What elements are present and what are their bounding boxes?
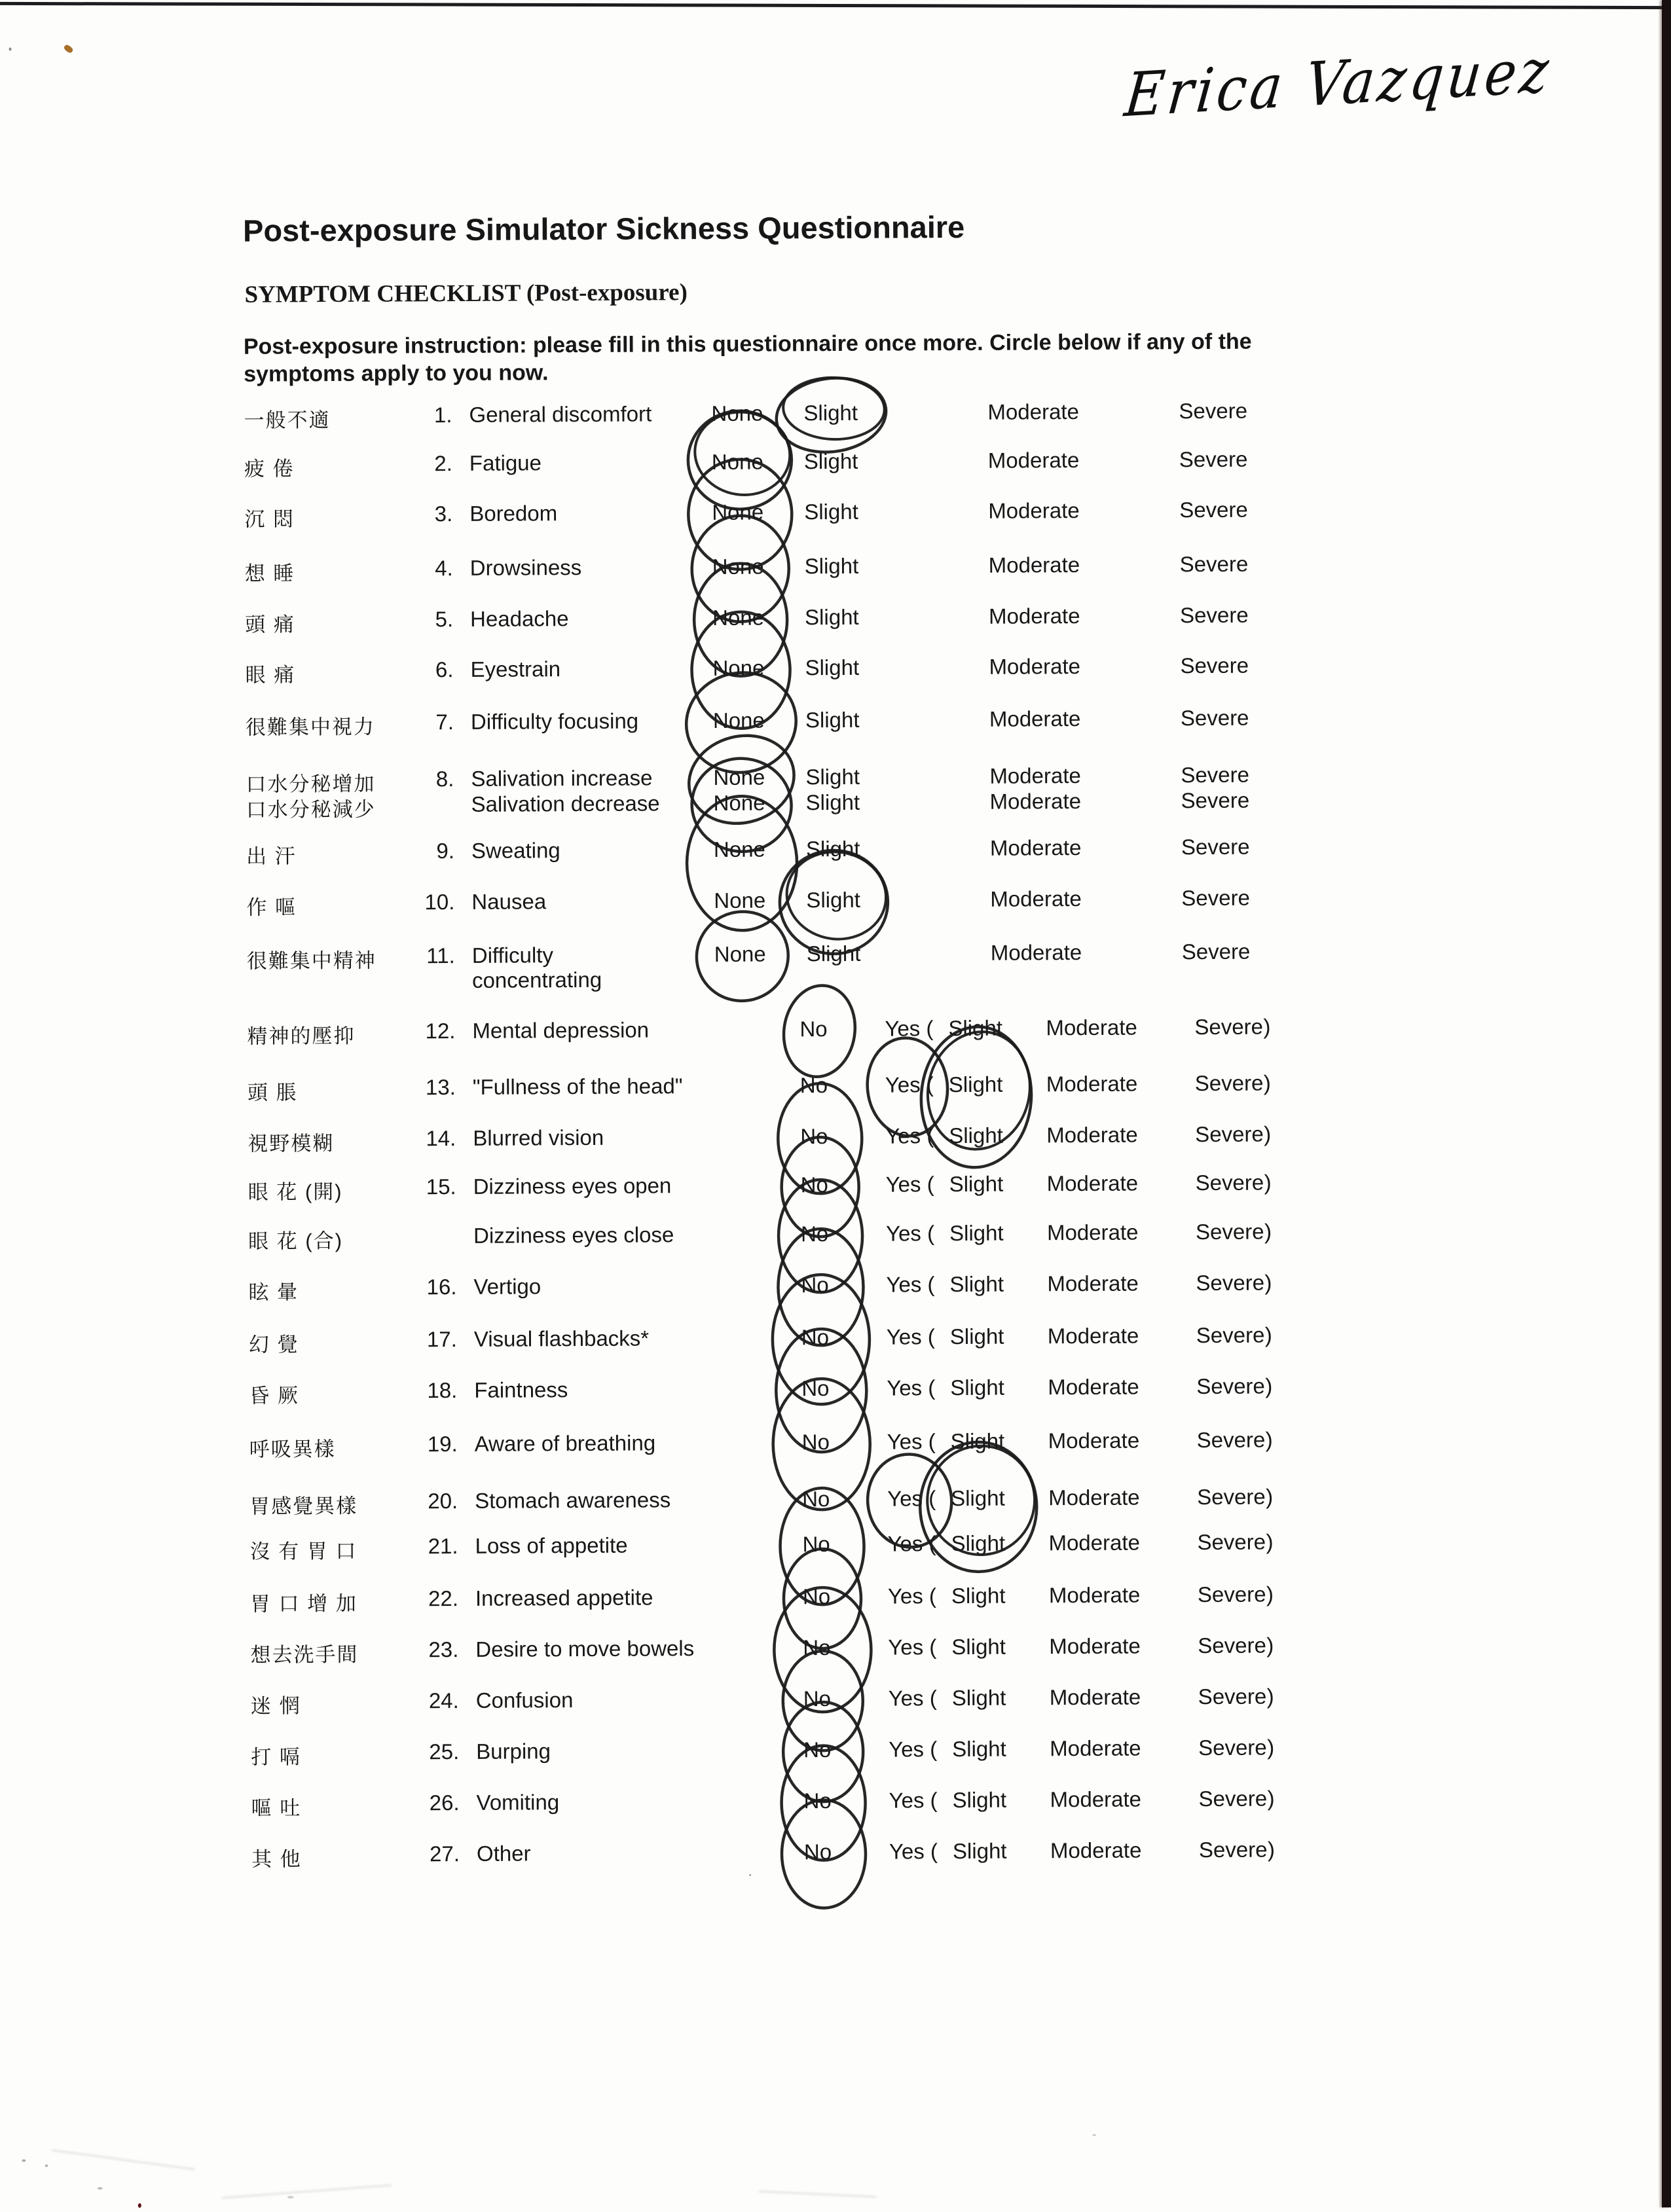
scale-option-severe: Severe <box>1195 1219 1264 1244</box>
scale-option-no: No <box>802 1487 830 1512</box>
symptom-row <box>1 1168 1671 1204</box>
scale-option-slight: Slight <box>951 1485 1005 1511</box>
paper-speck <box>9 48 12 51</box>
scale-option-yes: Yes <box>885 1016 921 1041</box>
open-paren: ( <box>930 1737 938 1762</box>
symptom-label: Headache <box>470 606 569 631</box>
scale-option-yes: Yes <box>889 1737 925 1762</box>
symptom-label: Visual flashbacks* <box>473 1326 650 1351</box>
symptom-label: Nausea <box>471 889 547 914</box>
symptom-row <box>3 1682 1671 1718</box>
scale-option-moderate: Moderate <box>989 604 1080 628</box>
chinese-label: 口水分秘減少 <box>246 797 376 822</box>
handwritten-name: Erica Vazquez <box>1122 36 1555 131</box>
scale-option-none: None <box>714 941 766 966</box>
scale-option-no: No <box>801 1376 830 1401</box>
open-paren: ( <box>928 1584 937 1608</box>
scale-option-yes: Yes <box>887 1429 923 1454</box>
chinese-label: 想去洗手間 <box>250 1642 359 1667</box>
scale-option-severe: Severe <box>1179 398 1248 424</box>
scale-option-moderate: Moderate <box>1050 1735 1141 1761</box>
paper-speck <box>287 2196 294 2198</box>
close-paren: ) <box>1265 1427 1273 1452</box>
paper-speck <box>1092 2134 1096 2136</box>
scale-option-severe: Severe <box>1198 1735 1267 1760</box>
paper-speck <box>45 2164 48 2167</box>
symptom-row <box>2 1527 1671 1563</box>
item-number: 18. <box>427 1378 458 1403</box>
scale-option-moderate: Moderate <box>1048 1428 1140 1453</box>
item-number: 1. <box>433 403 452 427</box>
scale-option-moderate: Moderate <box>987 448 1080 473</box>
chinese-label: 幻 覺 <box>248 1333 299 1356</box>
symptom-row <box>0 760 1669 796</box>
scale-option-none: None <box>711 401 763 426</box>
symptom-label: Salivation increase <box>471 765 653 791</box>
symptom-row <box>4 1835 1671 1871</box>
symptom-row <box>0 703 1669 739</box>
scale-option-slight: Slight <box>951 1531 1006 1556</box>
chinese-label: 眼 痛 <box>245 663 296 687</box>
open-paren: ( <box>928 1375 936 1400</box>
symptom-label: Vomiting <box>476 1790 560 1815</box>
scale-option-moderate: Moderate <box>990 886 1082 911</box>
chinese-label: 沒 有 胃 口 <box>249 1539 358 1563</box>
scale-option-moderate: Moderate <box>989 654 1081 679</box>
paper-speck <box>98 2187 103 2190</box>
item-number: 22. <box>428 1586 459 1611</box>
scale-option-none: None <box>712 605 765 630</box>
symptom-label: Drowsiness <box>469 555 582 580</box>
open-paren: ( <box>927 1272 935 1297</box>
scale-option-yes: Yes <box>887 1375 923 1400</box>
scale-option-moderate: Moderate <box>1050 1786 1142 1812</box>
symptom-label: Blurred vision <box>473 1125 604 1150</box>
scale-option-none: None <box>711 449 763 474</box>
scale-option-severe: Severe <box>1196 1373 1265 1399</box>
scale-option-none: None <box>714 888 766 913</box>
scan-smudge <box>759 2190 877 2198</box>
scale-option-severe: Severe <box>1179 551 1249 577</box>
open-paren: ( <box>930 1839 938 1864</box>
chinese-label: 呼吸異樣 <box>249 1438 336 1461</box>
chinese-label: 眩 暈 <box>248 1280 299 1304</box>
scale-option-severe: Severe <box>1195 1170 1264 1195</box>
item-number: 9. <box>436 839 455 863</box>
symptom-row <box>0 495 1668 531</box>
scale-option-moderate: Moderate <box>1046 1170 1139 1196</box>
close-paren: ) <box>1266 1684 1274 1709</box>
scale-option-yes: Yes <box>885 1072 921 1097</box>
scan-smudge <box>222 2185 392 2199</box>
symptom-label: Eyestrain <box>470 657 561 681</box>
scale-option-severe: Severe <box>1194 1014 1264 1040</box>
symptom-row <box>0 1068 1671 1104</box>
scale-option-severe: Severe <box>1197 1484 1266 1510</box>
open-paren: ( <box>927 1123 934 1148</box>
chinese-label: 頭 痛 <box>245 613 295 636</box>
scale-option-severe: Severe <box>1198 1684 1267 1709</box>
symptom-row <box>1 1371 1671 1407</box>
chinese-label: 迷 惘 <box>250 1694 301 1718</box>
scale-option-slight: Slight <box>951 1685 1006 1711</box>
scale-option-moderate: Moderate <box>989 706 1081 731</box>
scale-option-moderate: Moderate <box>1047 1271 1139 1296</box>
open-paren: ( <box>929 1686 937 1711</box>
symptom-checklist-heading: SYMPTOM CHECKLIST (Post-exposure) <box>244 279 688 308</box>
scale-option-moderate: Moderate <box>1046 1071 1138 1097</box>
symptom-row <box>1 1217 1671 1253</box>
scale-option-slight: Slight <box>949 1123 1003 1148</box>
symptom-row <box>0 937 1670 992</box>
scale-option-severe: Severe <box>1181 885 1251 911</box>
item-number: 26. <box>429 1790 460 1815</box>
scale-option-none: None <box>712 499 764 524</box>
scale-option-moderate: Moderate <box>1048 1485 1140 1510</box>
open-paren: ( <box>928 1486 936 1511</box>
scale-option-severe: Severe <box>1180 705 1249 731</box>
open-paren: ( <box>927 1324 935 1349</box>
open-paren: ( <box>926 1016 934 1041</box>
item-number: 24. <box>428 1688 459 1713</box>
scale-option-slight: Slight <box>805 707 860 733</box>
scale-option-moderate: Moderate <box>1048 1374 1139 1400</box>
scale-option-no: No <box>803 1686 832 1711</box>
scale-option-no: No <box>802 1532 830 1557</box>
scale-option-severe: Severe <box>1180 602 1249 628</box>
scale-option-yes: Yes <box>887 1584 923 1608</box>
scale-option-severe: Severe <box>1197 1529 1266 1555</box>
scale-option-yes: Yes <box>886 1272 922 1297</box>
scale-option-no: No <box>802 1584 831 1609</box>
scale-option-severe: Severe <box>1198 1786 1268 1811</box>
scale-option-moderate: Moderate <box>1050 1838 1142 1863</box>
symptom-label: Boredom <box>469 501 558 526</box>
symptom-row <box>1 1268 1671 1304</box>
open-paren: ( <box>926 1072 934 1097</box>
symptom-row <box>2 1482 1671 1518</box>
symptom-label: Stomach awareness <box>475 1487 671 1513</box>
item-number: 11. <box>426 943 455 968</box>
scale-option-slight: Slight <box>805 604 859 630</box>
chinese-label: 出 汗 <box>246 844 297 868</box>
scale-option-slight: Slight <box>950 1375 1004 1400</box>
scale-option-severe: Severe <box>1181 939 1251 964</box>
symptom-row <box>0 396 1667 432</box>
chinese-label: 眼 花 (開) <box>248 1180 343 1204</box>
scale-option-yes: Yes <box>889 1788 925 1813</box>
scale-option-moderate: Moderate <box>1047 1323 1139 1349</box>
scale-option-severe: Severe <box>1197 1582 1266 1607</box>
chinese-label: 胃 口 增 加 <box>249 1591 358 1616</box>
scale-option-slight: Slight <box>949 1171 1004 1197</box>
symptom-label: "Fullness of the head" <box>472 1074 683 1099</box>
close-paren: ) <box>1267 1735 1275 1760</box>
scale-option-yes: Yes <box>886 1324 922 1349</box>
scale-option-severe: Severe <box>1181 834 1250 860</box>
instruction-text: Post-exposure instruction: please fill in this questionnaire once more. Circle below if any of the symptoms apply to you now. <box>243 329 1252 387</box>
chinese-label: 想 睡 <box>244 562 295 585</box>
symptom-row <box>0 883 1670 919</box>
item-number: 21. <box>428 1534 458 1559</box>
item-number: 6. <box>435 657 454 682</box>
symptom-label: Aware of breathing <box>474 1430 656 1456</box>
chinese-label: 頭 脹 <box>247 1081 298 1104</box>
scale-option-none: None <box>712 554 764 579</box>
chinese-label: 眼 花 (合) <box>248 1229 344 1253</box>
scale-option-moderate: Moderate <box>1049 1633 1141 1659</box>
scale-option-severe: Severe <box>1196 1322 1265 1348</box>
symptom-label: Confusion <box>475 1688 574 1713</box>
close-paren: ) <box>1264 1270 1272 1295</box>
paper-speck <box>22 2159 26 2162</box>
scale-option-slight: Slight <box>803 448 858 474</box>
symptom-label: Difficulty <box>471 943 553 968</box>
scale-option-yes: Yes <box>885 1172 921 1197</box>
chinese-label: 昏 厥 <box>249 1384 300 1407</box>
scale-option-slight: Slight <box>949 1324 1004 1349</box>
symptom-label: Faintness <box>474 1377 568 1402</box>
item-number: 12. <box>425 1019 456 1043</box>
scale-option-severe: Severe <box>1180 653 1249 678</box>
close-paren: ) <box>1263 1070 1271 1095</box>
symptom-row <box>2 1425 1671 1461</box>
scale-option-no: No <box>801 1273 829 1297</box>
item-number: 27. <box>430 1841 460 1866</box>
item-number: 19. <box>427 1432 458 1457</box>
open-paren: ( <box>928 1531 936 1556</box>
scale-option-slight: Slight <box>804 553 859 579</box>
symptom-label: Dizziness eyes close <box>473 1222 674 1248</box>
scale-option-no: No <box>800 1172 828 1197</box>
scale-option-moderate: Moderate <box>1046 1122 1138 1148</box>
chinese-label: 沉 悶 <box>244 507 295 531</box>
item-number: 2. <box>434 451 452 476</box>
scale-option-slight: Slight <box>805 655 860 680</box>
scale-option-none: None <box>713 765 765 789</box>
scale-option-severe: Severe <box>1195 1121 1264 1147</box>
scale-option-yes: Yes <box>888 1635 924 1659</box>
scale-option-moderate: Moderate <box>989 763 1081 788</box>
item-number: 10. <box>424 890 455 915</box>
close-paren: ) <box>1266 1633 1274 1658</box>
symptom-label: Increased appetite <box>475 1585 653 1610</box>
symptom-row <box>0 651 1668 687</box>
page-title: Post-exposure Simulator Sickness Questionnaire <box>242 209 965 248</box>
scale-option-slight: Slight <box>951 1583 1006 1608</box>
close-paren: ) <box>1266 1484 1274 1509</box>
scale-option-severe: Severe <box>1179 446 1248 472</box>
scale-option-slight: Slight <box>805 836 860 861</box>
scale-option-slight: Slight <box>951 1634 1006 1659</box>
scale-option-severe: Severe <box>1196 1427 1266 1453</box>
scale-option-severe: Severe <box>1181 788 1250 813</box>
symptom-row <box>0 549 1668 585</box>
paper-speck <box>749 1874 751 1876</box>
item-number: 3. <box>434 501 453 526</box>
scale-option-slight: Slight <box>952 1838 1007 1864</box>
scale-option-slight: Slight <box>804 499 858 524</box>
close-paren: ) <box>1264 1219 1272 1244</box>
open-paren: ( <box>929 1635 937 1659</box>
scale-option-moderate: Moderate <box>989 835 1082 860</box>
item-number: 8. <box>435 767 454 791</box>
close-paren: ) <box>1265 1373 1273 1398</box>
symptom-label: Loss of appetite <box>475 1532 628 1558</box>
scale-option-slight: Slight <box>805 789 860 815</box>
close-paren: ) <box>1264 1121 1272 1146</box>
item-number: 5. <box>435 607 454 632</box>
symptom-label: Desire to move bowels <box>475 1636 695 1661</box>
scale-option-severe: Severe <box>1181 762 1250 788</box>
scale-option-no: No <box>803 1840 832 1864</box>
scale-option-moderate: Moderate <box>1046 1015 1137 1040</box>
symptom-row <box>0 1119 1671 1155</box>
chinese-label: 視野模糊 <box>248 1132 335 1155</box>
item-number: 4. <box>435 556 453 581</box>
scale-option-moderate: Moderate <box>1048 1530 1141 1555</box>
scale-option-yes: Yes <box>887 1486 923 1511</box>
scale-option-slight: Slight <box>805 764 860 789</box>
open-paren: ( <box>928 1429 936 1454</box>
symptom-label-line2: concentrating <box>471 967 602 992</box>
close-paren: ) <box>1264 1322 1272 1347</box>
chinese-label: 一般不適 <box>244 408 331 432</box>
scale-option-none: None <box>713 790 765 815</box>
scale-option-slight: Slight <box>952 1787 1007 1813</box>
symptom-label: Burping <box>476 1739 551 1764</box>
scale-option-slight: Slight <box>949 1220 1004 1246</box>
chinese-label: 很難集中視力 <box>245 715 376 739</box>
symptom-label: General discomfort <box>469 401 652 427</box>
scale-option-moderate: Moderate <box>988 553 1080 577</box>
scale-option-none: None <box>713 837 765 861</box>
symptom-row <box>0 1012 1670 1048</box>
scale-option-slight: Slight <box>952 1736 1006 1762</box>
item-number: 23. <box>428 1637 459 1662</box>
scale-option-moderate: Moderate <box>987 399 1079 424</box>
symptom-label: Sweating <box>471 838 560 863</box>
scale-option-slight: Slight <box>949 1271 1004 1297</box>
item-number: 13. <box>425 1075 456 1100</box>
item-number: 17. <box>426 1327 457 1352</box>
scale-option-slight: Slight <box>806 941 861 966</box>
scale-option-moderate: Moderate <box>1048 1582 1141 1608</box>
symptom-row <box>3 1733 1671 1769</box>
scale-option-severe: Severe <box>1179 497 1248 522</box>
item-number: 7. <box>435 710 454 734</box>
paper-speck <box>63 44 74 54</box>
scale-option-none: None <box>712 655 765 680</box>
symptom-row <box>3 1580 1671 1616</box>
scale-option-no: No <box>800 1124 828 1149</box>
close-paren: ) <box>1267 1837 1276 1862</box>
scale-option-slight: Slight <box>803 400 858 426</box>
symptom-row <box>3 1631 1671 1667</box>
scale-option-no: No <box>803 1788 832 1813</box>
item-number: 14. <box>426 1126 456 1151</box>
chinese-label: 作 嘔 <box>246 896 297 919</box>
symptom-label: Difficulty focusing <box>470 708 639 734</box>
scale-option-moderate: Moderate <box>989 789 1082 814</box>
chinese-label: 其 他 <box>251 1847 302 1871</box>
scan-smudge <box>52 2149 194 2170</box>
open-paren: ( <box>930 1788 938 1813</box>
scale-option-moderate: Moderate <box>990 940 1082 965</box>
scale-option-no: No <box>800 1222 829 1246</box>
scale-option-slight: Slight <box>806 887 861 913</box>
chinese-label: 疲 倦 <box>244 457 295 480</box>
chinese-label: 打 嗝 <box>251 1745 301 1769</box>
scale-option-yes: Yes <box>888 1686 924 1711</box>
close-paren: ) <box>1266 1529 1274 1554</box>
symptom-row <box>1 1320 1671 1356</box>
scale-option-severe: Severe <box>1198 1837 1268 1862</box>
scale-option-yes: Yes <box>887 1531 923 1556</box>
scale-option-slight: Slight <box>948 1072 1003 1097</box>
chinese-label: 胃感覺異樣 <box>249 1494 358 1518</box>
open-paren: ( <box>927 1221 935 1246</box>
close-paren: ) <box>1263 1014 1271 1039</box>
scale-option-yes: Yes <box>885 1123 921 1148</box>
symptom-label: Salivation decrease <box>471 791 660 816</box>
close-paren: ) <box>1266 1582 1274 1606</box>
scale-option-no: No <box>799 1017 828 1042</box>
symptom-row <box>0 832 1670 868</box>
symptom-label: Fatigue <box>469 450 542 475</box>
scale-option-severe: Severe <box>1198 1633 1266 1658</box>
scale-option-moderate: Moderate <box>1046 1220 1139 1245</box>
item-number: 16. <box>426 1275 457 1299</box>
scale-option-no: No <box>803 1737 832 1762</box>
scale-option-no: No <box>801 1430 830 1455</box>
scale-option-no: No <box>801 1325 830 1350</box>
chinese-label: 很難集中精神 <box>246 949 376 973</box>
close-paren: ) <box>1264 1170 1272 1195</box>
scale-option-slight: Slight <box>948 1015 1003 1041</box>
close-paren: ) <box>1267 1786 1275 1811</box>
symptom-row <box>0 600 1668 636</box>
scale-option-moderate: Moderate <box>1049 1684 1141 1710</box>
scale-option-yes: Yes <box>885 1221 921 1246</box>
scale-option-severe: Severe <box>1196 1270 1265 1296</box>
symptom-label: Mental depression <box>472 1017 650 1043</box>
scale-option-no: No <box>799 1073 828 1098</box>
symptom-label: Dizziness eyes open <box>473 1173 672 1199</box>
scale-option-severe: Severe <box>1194 1070 1264 1096</box>
chinese-label: 嘔 吐 <box>251 1796 302 1820</box>
symptom-label: Other <box>476 1841 531 1866</box>
chinese-label: 精神的壓抑 <box>247 1024 356 1048</box>
scale-option-no: No <box>803 1635 831 1660</box>
scale-option-none: None <box>712 708 765 733</box>
open-paren: ( <box>927 1172 934 1197</box>
chinese-label: 口水分秘增加 <box>246 772 376 796</box>
scale-option-moderate: Moderate <box>988 498 1080 523</box>
symptom-label: Vertigo <box>473 1274 542 1299</box>
item-number: 25. <box>429 1739 460 1764</box>
item-number: 15. <box>426 1174 456 1199</box>
item-number: 20. <box>428 1489 458 1514</box>
scale-option-slight: Slight <box>950 1428 1005 1454</box>
symptom-row <box>0 444 1668 480</box>
scale-option-yes: Yes <box>889 1839 925 1864</box>
symptom-row <box>3 1784 1671 1820</box>
